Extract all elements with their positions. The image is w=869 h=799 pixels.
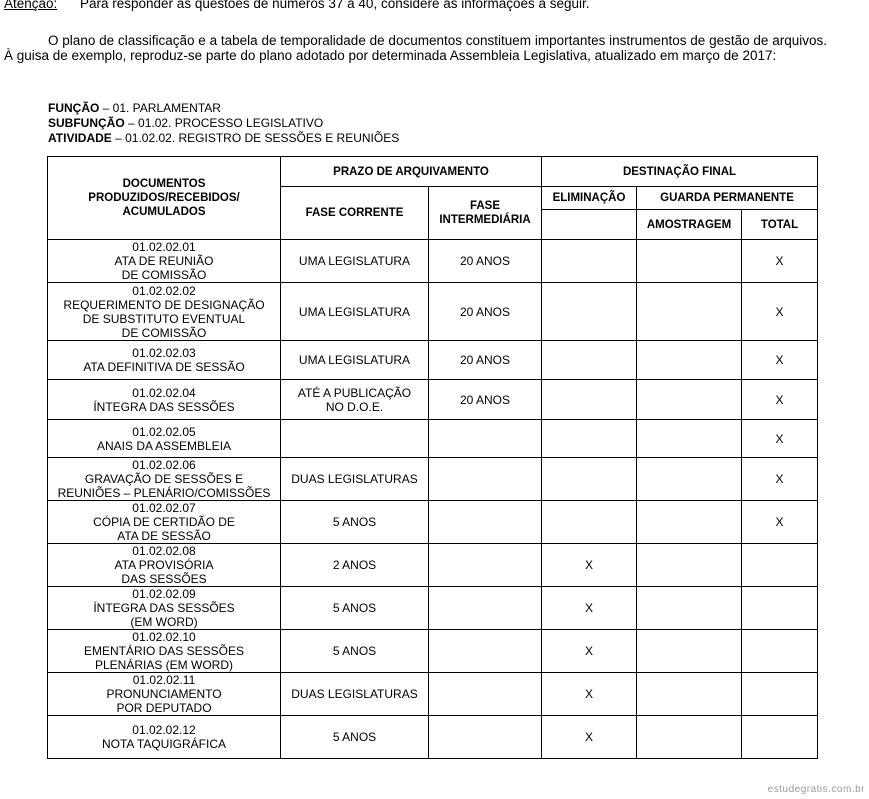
atividade-line [48,131,399,146]
cell-fase-intermediaria [429,673,542,716]
table-row [48,458,818,501]
cell-total: X [742,501,818,544]
header-destinacao: DESTINAÇÃO FINAL [542,157,818,187]
attention-label: Atenção: [4,0,58,11]
attention-note [4,0,590,12]
cell-amostragem [637,283,742,341]
cell-document: 01.02.02.11 PRONUNCIAMENTO POR DEPUTADO [48,673,281,716]
cell-document: 01.02.02.04 ÍNTEGRA DAS SESSÕES [48,380,281,420]
cell-fase-corrente: 5 ANOS [281,501,429,544]
cell-total: X [742,283,818,341]
table-row [48,673,818,716]
header-prazo: PRAZO DE ARQUIVAMENTO [281,157,542,187]
cell-eliminacao: X [542,587,637,630]
cell-fase-intermediaria [429,716,542,759]
table-row [48,380,818,420]
table-row [48,240,818,283]
cell-document: 01.02.02.06 GRAVAÇÃO DE SESSÕES E REUNIÕES – PLENÁRIO/COMISSÕES [48,458,281,501]
cell-fase-intermediaria [429,544,542,587]
cell-eliminacao: X [542,630,637,673]
cell-amostragem [637,341,742,380]
subfuncao-line [48,116,399,131]
cell-fase-intermediaria: 20 ANOS [429,380,542,420]
cell-fase-intermediaria [429,630,542,673]
cell-fase-corrente: UMA LEGISLATURA [281,341,429,380]
cell-total: X [742,380,818,420]
temporality-table [47,156,818,759]
cell-total [742,630,818,673]
cell-eliminacao [542,420,637,458]
cell-total [742,544,818,587]
cell-total [742,673,818,716]
table-row [48,716,818,759]
cell-fase-corrente: 5 ANOS [281,587,429,630]
cell-fase-intermediaria [429,458,542,501]
atividade-label: ATIVIDADE [48,131,112,145]
cell-document: 01.02.02.02 REQUERIMENTO DE DESIGNAÇÃO DE SUBSTITUTO EVENTUAL DE COMISSÃO [48,283,281,341]
cell-fase-corrente [281,420,429,458]
cell-fase-intermediaria [429,420,542,458]
cell-amostragem [637,673,742,716]
header-fase-intermediaria: FASE INTERMEDIÁRIA [429,187,542,240]
cell-amostragem [637,630,742,673]
cell-amostragem [637,501,742,544]
cell-fase-intermediaria: 20 ANOS [429,240,542,283]
header-amostragem: AMOSTRAGEM [637,210,742,240]
subfuncao-value: – 01.02. PROCESSO LEGISLATIVO [124,116,324,130]
cell-fase-corrente: UMA LEGISLATURA [281,283,429,341]
cell-eliminacao [542,501,637,544]
cell-eliminacao: X [542,716,637,759]
cell-fase-corrente: ATÉ A PUBLICAÇÃO NO D.O.E. [281,380,429,420]
cell-fase-corrente: 5 ANOS [281,630,429,673]
cell-document: 01.02.02.03 ATA DEFINITIVA DE SESSÃO [48,341,281,380]
cell-amostragem [637,458,742,501]
cell-eliminacao [542,283,637,341]
table-row [48,587,818,630]
header-eliminacao: ELIMINAÇÃO [542,187,637,210]
cell-document: 01.02.02.07 CÓPIA DE CERTIDÃO DE ATA DE SESSÃO [48,501,281,544]
cell-eliminacao [542,380,637,420]
cell-amostragem [637,544,742,587]
header-total: TOTAL [742,210,818,240]
table-row [48,501,818,544]
atividade-value: – 01.02.02. REGISTRO DE SESSÕES E REUNIÕES [111,131,400,145]
funcao-value: – 01. PARLAMENTAR [99,101,221,115]
cell-eliminacao [542,341,637,380]
table-row [48,341,818,380]
cell-fase-corrente: 5 ANOS [281,716,429,759]
cell-total: X [742,240,818,283]
cell-fase-intermediaria: 20 ANOS [429,341,542,380]
cell-total [742,587,818,630]
cell-amostragem [637,380,742,420]
classification-meta [48,101,399,146]
cell-fase-corrente: DUAS LEGISLATURAS [281,673,429,716]
cell-fase-corrente: UMA LEGISLATURA [281,240,429,283]
cell-fase-intermediaria [429,501,542,544]
cell-eliminacao: X [542,544,637,587]
funcao-line [48,101,399,116]
header-documentos: DOCUMENTOS PRODUZIDOS/RECEBIDOS/ ACUMULADOS [48,157,281,240]
cell-document: 01.02.02.01 ATA DE REUNIÃO DE COMISSÃO [48,240,281,283]
cell-fase-intermediaria: 20 ANOS [429,283,542,341]
cell-document: 01.02.02.05 ANAIS DA ASSEMBLEIA [48,420,281,458]
cell-document: 01.02.02.10 EMENTÁRIO DAS SESSÕES PLENÁRIAS (EM WORD) [48,630,281,673]
table-row [48,630,818,673]
cell-total: X [742,420,818,458]
funcao-label: FUNÇÃO [48,101,100,115]
subfuncao-label: SUBFUNÇÃO [48,116,125,130]
table-row [48,544,818,587]
attention-text: Para responder às questões de números 37 a 40, considere as informações a seguir. [80,0,590,11]
cell-amostragem [637,587,742,630]
watermark: estudegratis.com.br [767,784,865,795]
cell-amostragem [637,716,742,759]
cell-document: 01.02.02.08 ATA PROVISÓRIA DAS SESSÕES [48,544,281,587]
table-row [48,420,818,458]
cell-total: X [742,341,818,380]
cell-total: X [742,458,818,501]
header-eliminacao-blank [542,210,637,240]
cell-total [742,716,818,759]
cell-fase-intermediaria [429,587,542,630]
cell-eliminacao: X [542,673,637,716]
cell-document: 01.02.02.09 ÍNTEGRA DAS SESSÕES (EM WORD) [48,587,281,630]
cell-amostragem [637,240,742,283]
cell-eliminacao [542,458,637,501]
cell-eliminacao [542,240,637,283]
cell-document: 01.02.02.12 NOTA TAQUIGRÁFICA [48,716,281,759]
cell-fase-corrente: DUAS LEGISLATURAS [281,458,429,501]
header-guarda-permanente: GUARDA PERMANENTE [637,187,818,210]
cell-fase-corrente: 2 ANOS [281,544,429,587]
cell-amostragem [637,420,742,458]
table-row [48,283,818,341]
header-fase-corrente: FASE CORRENTE [281,187,429,240]
intro-paragraph: O plano de classificação e a tabela de temporalidade de documentos constituem importantes instrumentos de gestão de arquivos. À guisa de exemplo, reproduz-se parte do plano adotado por determinada Assembleia Legislativa, atualizado em março de 2017: [4,33,827,63]
